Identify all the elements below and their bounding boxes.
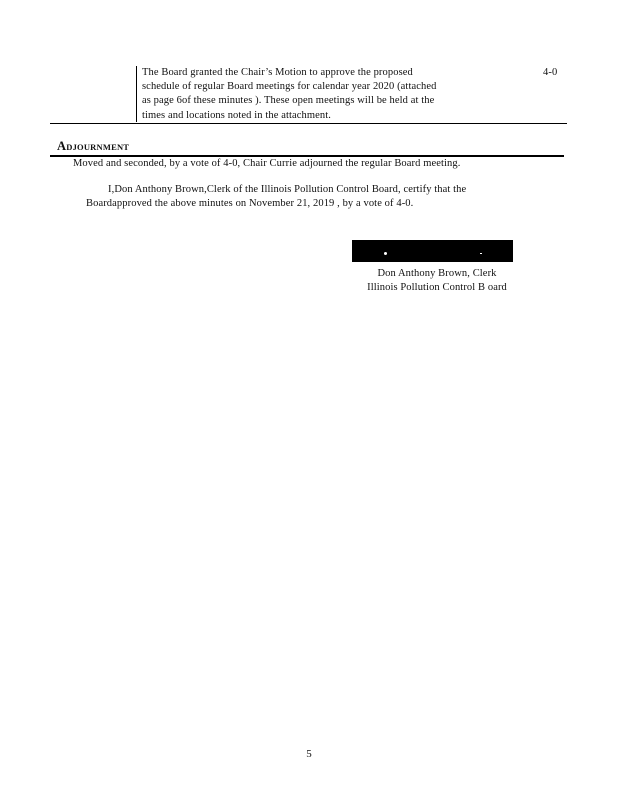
heading-rest: DJOURNMENT [66, 142, 130, 152]
motion-block [136, 66, 476, 122]
certification-line: Boardapproved the above minutes on November 21, 2019 , by a vote of 4-0. [86, 198, 414, 210]
redacted-signature [352, 240, 513, 262]
signature-mark [384, 252, 387, 255]
signer-name-title: Don Anthony Brown, Clerk [377, 268, 497, 279]
section-heading-adjournment [57, 139, 129, 154]
motion-line: as page 6of these minutes ). These open meetings will be held at the [142, 95, 435, 107]
signer-organization: Illinois Pollution Control B oard [367, 282, 507, 294]
divider-rule [50, 123, 567, 124]
certification-paragraph [86, 183, 516, 211]
page-number: 5 [306, 748, 312, 760]
motion-line: The Board granted the Chair’s Motion to approve the proposed [142, 67, 413, 78]
motion-vote-result: 4-0 [543, 67, 558, 78]
signature-block [352, 267, 522, 295]
certification-line: I,Don Anthony Brown,Clerk of the Illinois Pollution Control Board, certify that the [108, 184, 467, 195]
motion-line: schedule of regular Board meetings for calendar year 2020 (attached [142, 81, 437, 93]
heading-initial: A [57, 139, 67, 153]
signature-mark [480, 253, 482, 254]
motion-line: times and locations noted in the attachment. [142, 109, 331, 121]
adjournment-text: Moved and seconded, by a vote of 4-0, Chair Currie adjourned the regular Board meeting. [73, 158, 461, 169]
